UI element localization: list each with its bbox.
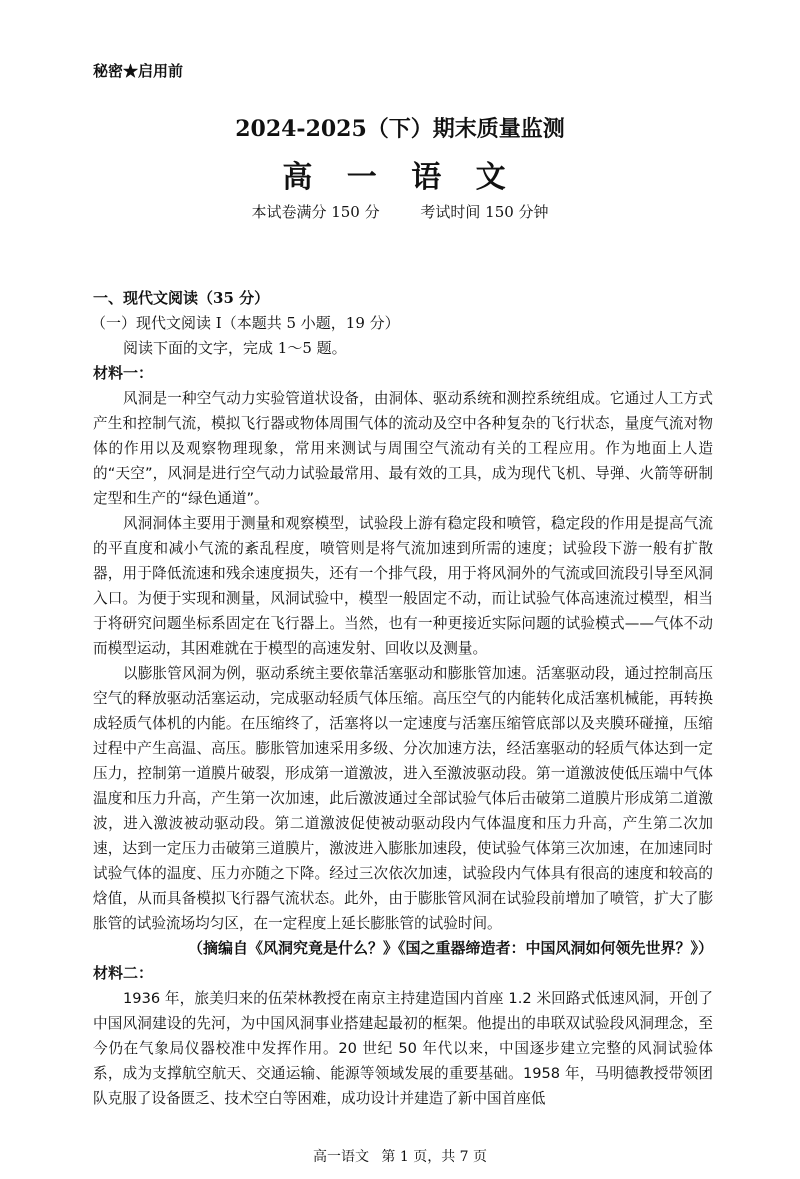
paragraph: 以膨胀管风洞为例，驱动系统主要依靠活塞驱动和膨胀管加速。活塞驱动段，通过控制高压空气的释放驱动活塞运动，完成驱动轻质气体压缩。高压空气的内能转化成活塞机械能，再转换成轻质气体机的内能。在压缩终了，活塞将以一定速度与活塞压缩管底部以及夹膜环碰撞，压缩过程中产生高温、高压。膨胀管加速采用多级、分次加速方法，经活塞驱动的轻质气体达到一定压力，控制第一道膜片破裂，形成第一道激波，进入至激波驱动段。第一道激波使低压端中气体温度和压力升高，产生第一次加速，此后激波通过全部试验气体后击破第二道膜片形成第二道激波，进入激波被动驱动段。第二道激波促使被动驱动段内气体温度和压力升高，产生第二次加速，达到一定压力击破第三道膜片，激波进入膨胀加速段，使试验气体第三次加速，在加速同时试验气体的温度、压力亦随之下降。经过三次依次加速，试验段内气体具有很高的速度和较高的焓值，从而具备模拟飞行器气流状态。此外，由于膨胀管风洞在试验段前增加了喷管，扩大了膨胀管的试验流场均匀区，在一定程度上延长膨胀管的试验时间。 xyxy=(93,665,713,932)
instruction: 阅读下面的文字，完成 1～5 题。 xyxy=(123,339,347,357)
page-footer xyxy=(0,1146,800,1166)
content xyxy=(93,286,713,1111)
paragraph: 1936 年，旅美归来的伍荣林教授在南京主持建造国内首座 1.2 米回路式低速风洞，开创了中国风洞建设的先河，为中国风洞事业搭建起最初的框架。他提出的串联双试验段风洞理念，至今仍在气象局仪器校准中发挥作用。20 世纪 50 年代以来，中国逐步建立完整的风洞试验体系，成为支撑航空航天、交通运输、能源等领域发展的重要基础。1958 年，马明德教授带领团队克服了设备匮乏、技术空白等困难，成功设计并建造了新中国首座低 xyxy=(93,990,713,1107)
paragraph: 风洞是一种空气动力实验管道状设备，由洞体、驱动系统和测控系统组成。它通过人工方式产生和控制气流，模拟飞行器或物体周围气体的流动及空中各种复杂的飞行状态，量度气流对物体的作用以及观察物理现象，常用来测试与周围空气流动有关的工程应用。作为地面上人造的“天空”，风洞是进行空气动力试验最常用、最有效的工具，成为现代飞机、导弹、火箭等研制定型和生产的“绿色通道”。 xyxy=(93,390,713,507)
section-title: 一、现代文阅读（35 分） xyxy=(93,289,270,307)
page-number: 第 1 页，共 7 页 xyxy=(381,1149,488,1165)
exam-title: 2024-2025（下）期末质量监测 xyxy=(235,116,565,142)
material1-label: 材料一： xyxy=(93,364,154,382)
exam-info xyxy=(0,201,800,222)
secret-mark: 秘密★启用前 xyxy=(93,62,184,80)
exam-time: 考试时间 150 分钟 xyxy=(420,203,549,221)
material2-label: 材料二： xyxy=(93,964,154,982)
full-score: 本试卷满分 150 分 xyxy=(251,203,380,221)
footer-subject: 高一语文 xyxy=(312,1149,369,1165)
subject-title: 高 一 语 文 xyxy=(282,160,518,195)
paragraph: 风洞洞体主要用于测量和观察模型，试验段上游有稳定段和喷管，稳定段的作用是提高气流的平直度和减小气流的紊乱程度，喷管则是将气流加速到所需的速度；试验段下游一般有扩散器，用于降低流速和残余速度损失，还有一个排气段，用于将风洞外的气流或回流段引导至风洞入口。为便于实现和测量，风洞试验中，模型一般固定不动，而让试验气体高速流过模型，相当于将研究问题坐标系固定在飞行器上。当然，也有一种更接近实际问题的试验模式——气体不动而模型运动，其困难就在于模型的高速发射、回收以及测量。 xyxy=(93,515,713,657)
source-citation: （摘编自《风洞究竟是什么？》《国之重器缔造者：中国风洞如何领先世界？》） xyxy=(187,939,713,957)
section-subtitle: （一）现代文阅读 I（本题共 5 小题，19 分） xyxy=(91,314,400,332)
